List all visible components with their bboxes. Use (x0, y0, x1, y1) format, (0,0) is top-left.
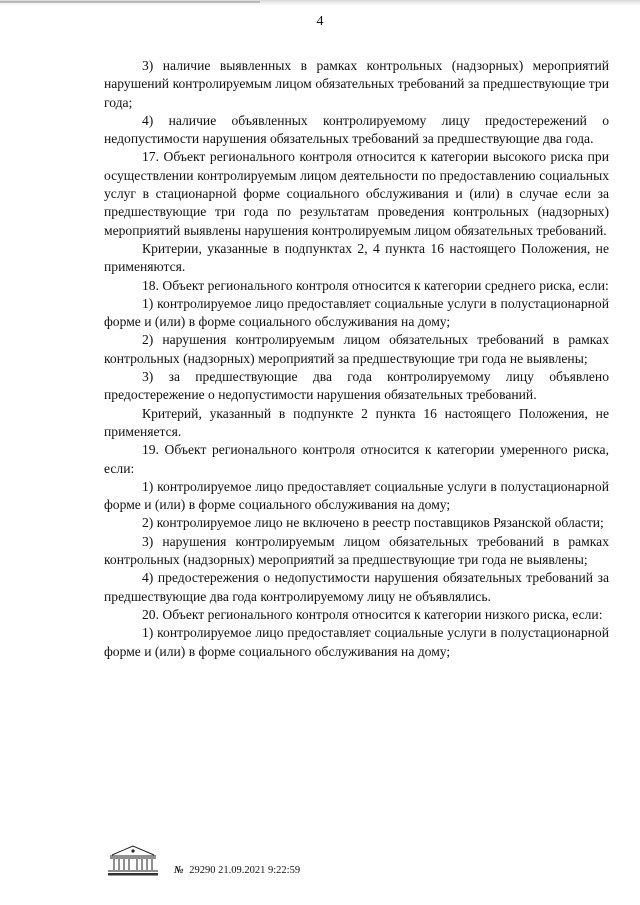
paragraph: 20. Объект регионального контроля относится к категории низкого риска, если: (142, 606, 603, 622)
paragraph: 4) предостережения о недопустимости нарушения обязательных требований за предшествующие два года контролируемому лицу не объявлялись. (104, 570, 609, 604)
paragraph: 1) контролируемое лицо предоставляет социальные услуги в полустационарной форме и (или) в форме социального обслуживания на дому; (104, 295, 609, 330)
paragraph: 3) за предшествующие два года контролируемому лицу объявлено предостережение о недопустимости нарушения обязательных требований. (104, 369, 609, 403)
registration-number: 29290 (189, 865, 216, 876)
footer (104, 843, 609, 883)
paragraph: 19. Объект регионального контроля относится к категории умеренного риска, если: (104, 442, 609, 476)
paragraph: 2) нарушения контролируемым лицом обязательных требований в рамках контрольных (надзорных) мероприятий за предшествующие три года не выявлены; (104, 332, 609, 366)
paragraph: 17. Объект регионального контроля относится к категории высокого риска при осуществлении контролируемым лицом деятельности по предоставлению социальных услуг в стационарной форме социального обслуживания и (или) в случае если за предшествующие три года по результатам проведения контрольных (надзорных) мероприятий выявлены нарушения контролируемым лицом обязательных требований. (104, 149, 609, 238)
registration-datetime: 21.09.2021 9:22:59 (218, 865, 301, 876)
page-number: 4 (316, 14, 324, 29)
scan-edge (0, 0, 640, 6)
paragraph: 2) контролируемое лицо не включено в реестр поставщиков Рязанской области; (142, 515, 604, 531)
document-body (104, 57, 609, 661)
registration-mark: № (174, 865, 184, 876)
paragraph: 3) наличие выявленных в рамках контрольных (надзорных) мероприятий нарушений контролируемым лицом обязательных требований за предшествующие три года; (104, 58, 609, 110)
paragraph: 3) нарушения контролируемым лицом обязательных требований в рамках контрольных (надзорных) мероприятий за предшествующие три года не выявлены; (104, 533, 609, 568)
paragraph: 4) наличие объявленных контролируемому лицу предостережений о недопустимости нарушения обязательных требований за предшествующие два года. (104, 112, 609, 147)
paragraph: 1) контролируемое лицо предоставляет социальные услуги в полустационарной форме и (или) в форме социального обслуживания на дому; (104, 625, 609, 659)
paragraph: 1) контролируемое лицо предоставляет социальные услуги в полустационарной форме и (или) в форме социального обслуживания на дому; (104, 478, 609, 513)
paragraph: Критерий, указанный в подпункте 2 пункта 16 настоящего Положения, не применяется. (104, 405, 609, 439)
paragraph: 18. Объект регионального контроля относится к категории среднего риска, если: (142, 277, 609, 293)
official-building-stamp-icon (104, 843, 162, 877)
paragraph: Критерии, указанные в подпунктах 2, 4 пункта 16 настоящего Положения, не применяются. (104, 240, 609, 275)
registration-stamp (174, 865, 300, 876)
